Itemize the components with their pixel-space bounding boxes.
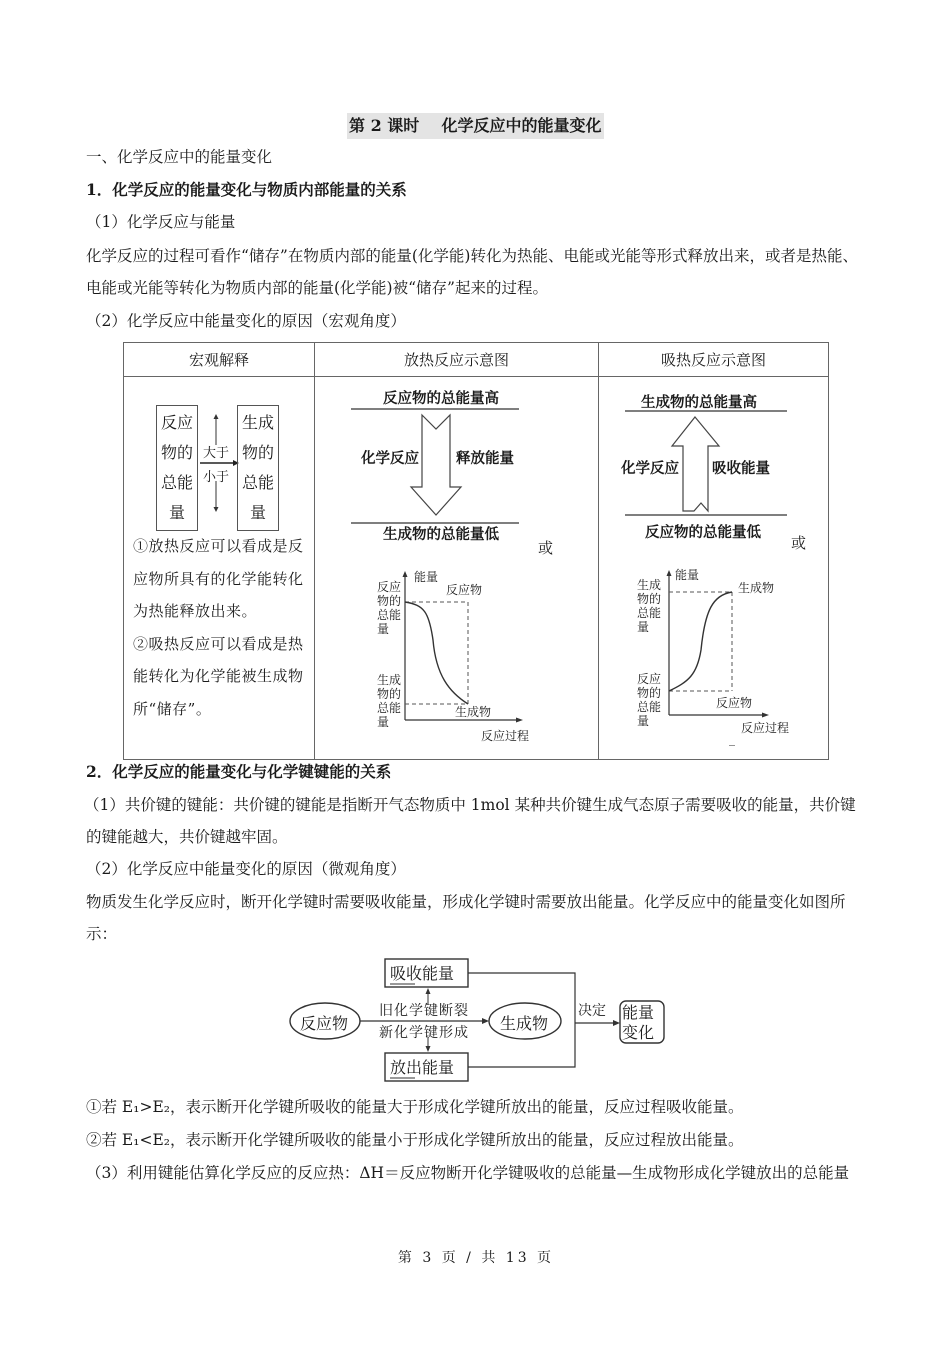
exo-product-energy-label: 生成 物的 总能 量 xyxy=(377,673,402,729)
endo-reactant-energy-label: 反应 物的 总能 量 xyxy=(637,672,662,728)
case-2: ②若 E₁<E₂，表示断开化学键所吸收的能量小于形成化学键所放出的能量，反应过程放出能量。 xyxy=(86,1131,744,1149)
endo-end-label: 生成物 xyxy=(738,581,775,595)
exo-end-label: 生成物 xyxy=(455,705,492,719)
bond-form-label: 新化学键形成 xyxy=(379,1025,469,1041)
comparison-table xyxy=(123,342,829,760)
endo-x-axis-label: 反应过程 xyxy=(741,721,790,735)
item-label-micro: （2）化学反应中能量变化的原因（微观角度） xyxy=(86,860,406,878)
exo-y-axis-label: 能量 xyxy=(414,570,439,584)
macro-notes: ①放热反应可以看成是反应物所具有的化学能转化为热能释放出来。 ②吸热反应可以看成是热能转化为化学能被生成物所“储存”。 xyxy=(133,537,304,718)
subsection-heading-2: 2．化学反应的能量变化与化学键键能的关系 xyxy=(86,762,392,781)
greater-label: 大于 xyxy=(203,446,230,461)
exo-top-label: 反应物的总能量高 xyxy=(383,391,499,407)
exo-left-label: 化学反应 xyxy=(361,451,419,467)
exo-or-label: 或 xyxy=(538,539,554,557)
exo-x-axis-label: 反应过程 xyxy=(481,729,530,743)
endo-top-label: 生成物的总能量高 xyxy=(641,395,757,411)
table-header-exo: 放热反应示意图 xyxy=(315,343,599,377)
case-1: ①若 E₁>E₂，表示断开化学键所吸收的能量大于形成化学键所放出的能量，反应过程吸收能量。 xyxy=(86,1098,744,1116)
product-energy-box: 生成 物的 总能 量 xyxy=(237,405,279,531)
less-label: 小于 xyxy=(203,470,230,485)
absorb-energy-box: 吸收能量 xyxy=(390,964,455,983)
energy-change-box: 能量 变化 xyxy=(622,1003,655,1042)
bond-break-label: 旧化学键断裂 xyxy=(379,1003,469,1019)
exo-reactant-energy-label: 反应 物的 总能 量 xyxy=(377,580,402,636)
item-label-1: （1）化学反应与能量 xyxy=(86,213,236,231)
subsection-heading-1: 1．化学反应的能量变化与物质内部能量的关系 xyxy=(86,180,407,199)
paragraph-bond-energy: （1）共价键的键能：共价键的键能是指断开气态物质中 1mol 某种共价键生成气态原子需要吸收的能量，共价键的键能越大，共价键越牢固。 xyxy=(84,796,856,846)
item-label-2: （2）化学反应中能量变化的原因（宏观角度） xyxy=(86,312,406,330)
reactant-ellipse: 反应物 xyxy=(300,1014,349,1033)
endo-product-energy-label: 生成 物的 总能 量 xyxy=(637,578,662,634)
release-energy-box: 放出能量 xyxy=(390,1058,455,1077)
paragraph-delta-h: （3）利用键能估算化学反应的反应热：ΔH＝反应物断开化学键吸收的总能量—生成物形成化学键放出的总能量 xyxy=(86,1164,850,1182)
macro-cell xyxy=(124,377,315,760)
exo-right-label: 释放能量 xyxy=(456,451,514,467)
endo-cell xyxy=(599,377,829,760)
section-heading: 一、化学反应中的能量变化 xyxy=(86,148,273,166)
endo-start-label: 反应物 xyxy=(716,696,753,710)
table-header-endo: 吸热反应示意图 xyxy=(599,343,829,377)
endo-bottom-label: 反应物的总能量低 xyxy=(645,525,761,541)
exo-bottom-label: 生成物的总能量低 xyxy=(383,527,499,543)
paragraph-reaction-energy: 化学反应的过程可看作“储存”在物质内部的能量(化学能)转化为热能、电能或光能等形式释放出来，或者是热能、电能或光能等转化为物质内部的能量(化学能)被“储存”起来的过程。 xyxy=(86,247,858,297)
endo-stray-mark: _ xyxy=(729,732,735,746)
page-footer: 第 3 页 / 共 13 页 xyxy=(397,1250,555,1266)
decide-label: 决定 xyxy=(578,1003,606,1019)
reactant-energy-box: 反应 物的 总能 量 xyxy=(156,405,198,531)
endo-left-label: 化学反应 xyxy=(621,461,679,477)
endo-or-label: 或 xyxy=(791,534,807,552)
table-header-macro: 宏观解释 xyxy=(124,343,315,377)
exo-start-label: 反应物 xyxy=(446,583,483,597)
exo-cell xyxy=(315,377,599,760)
paragraph-micro: 物质发生化学反应时，断开化学键时需要吸收能量，形成化学键时需要放出能量。化学反应中的能量变化如图所示： xyxy=(86,893,846,943)
compare-arrows-icon xyxy=(198,413,240,513)
endo-y-axis-label: 能量 xyxy=(675,568,700,582)
product-ellipse: 生成物 xyxy=(500,1014,549,1033)
endo-right-label: 吸收能量 xyxy=(712,461,770,477)
page-title: 第 2 课时 化学反应中的能量变化 xyxy=(347,113,604,139)
